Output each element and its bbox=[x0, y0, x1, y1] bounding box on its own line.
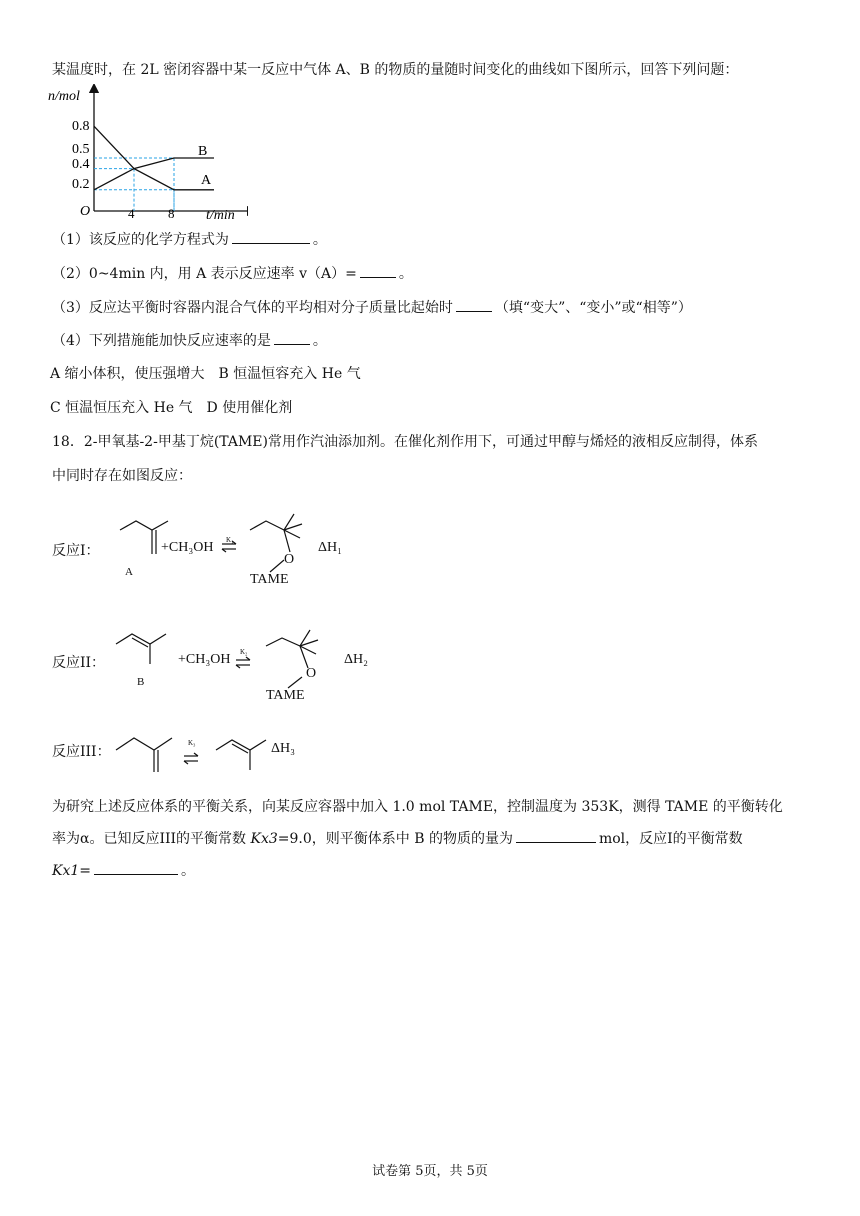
reagent-methanol: +CH₃OH bbox=[178, 652, 231, 667]
q17-options-cd: C 恒温恒压充入 He 气 D 使用催化剂 bbox=[50, 400, 293, 416]
y-tick-label: 0.2 bbox=[72, 177, 90, 192]
q18-line2: 中同时存在如图反应： bbox=[52, 468, 192, 484]
dh1-label: ΔH₁ bbox=[318, 540, 342, 555]
y-axis-label: n/mol bbox=[48, 89, 80, 104]
x-tick-label: 8 bbox=[168, 206, 175, 221]
q17-sub2: （2）0~4min 内，用 A 表示反应速率 v（A）= 。 bbox=[52, 263, 413, 284]
origin-label: O bbox=[80, 204, 91, 219]
q17-sub1: （1）该反应的化学方程式为 。 bbox=[52, 229, 327, 250]
q17-intro: 某温度时，在 2L 密闭容器中某一反应中气体 A、B 的物质的量随时间变化的曲线如下图所示，回答下列问题： bbox=[52, 62, 739, 78]
k3-label: K₃ bbox=[188, 739, 196, 747]
page-footer: 试卷第 5页，共 5页 bbox=[372, 1164, 488, 1179]
compound-b-label: B bbox=[137, 676, 145, 688]
answer-blank[interactable] bbox=[456, 297, 492, 312]
y-tick-label: 0.8 bbox=[72, 119, 90, 134]
q17-options-ab: A 缩小体积，使压强增大 B 恒温恒容充入 He 气 bbox=[50, 366, 361, 382]
q18-para-3: Kx1= 。 bbox=[52, 860, 195, 881]
tame-label: TAME bbox=[250, 572, 289, 587]
answer-blank[interactable] bbox=[274, 330, 310, 345]
reaction-3-label: 反应III： bbox=[52, 744, 111, 760]
q17-sub4: （4）下列措施能加快反应速率的是 。 bbox=[52, 330, 327, 351]
answer-blank[interactable] bbox=[232, 229, 310, 244]
compound-a-label: A bbox=[125, 566, 133, 578]
series-line-b bbox=[94, 158, 214, 190]
tame-skeleton bbox=[250, 514, 294, 530]
kx1-symbol: Kx1 bbox=[52, 863, 80, 879]
tame-skeleton bbox=[266, 630, 310, 646]
q18-line1: 18．2-甲氧基-2-甲基丁烷(TAME)常用作汽油添加剂。在催化剂作用下，可通过甲醇与烯烃的液相反应制得，体系 bbox=[52, 434, 758, 450]
reaction-1-label: 反应I： bbox=[52, 543, 100, 559]
q17-sub3: （3）反应达平衡时容器内混合气体的平均相对分子质量比起始时 （填“变大”、“变小”或“相等”） bbox=[52, 297, 692, 318]
oxygen-label: O bbox=[306, 666, 317, 681]
dh2-label: ΔH₂ bbox=[344, 652, 368, 667]
answer-blank[interactable] bbox=[360, 263, 396, 278]
tame-label: TAME bbox=[266, 688, 305, 703]
x-axis-label: t/min bbox=[206, 208, 235, 223]
q17-graph bbox=[48, 84, 248, 224]
y-tick-label: 0.5 bbox=[72, 142, 90, 157]
kx3-symbol: Kx3 bbox=[250, 831, 278, 847]
answer-blank[interactable] bbox=[516, 828, 596, 843]
curve-label-a: A bbox=[201, 173, 212, 188]
reaction-2-label: 反应II： bbox=[52, 655, 106, 671]
k1-label: K₁ bbox=[226, 536, 234, 544]
oxygen-label: O bbox=[284, 552, 295, 567]
q18-para-1: 为研究上述反应体系的平衡关系，向某反应容器中加入 1.0 mol TAME，控制温度为 353K，测得 TAME 的平衡转化 bbox=[52, 799, 783, 815]
dh3-label: ΔH₃ bbox=[271, 741, 295, 756]
reaction-3-scheme bbox=[112, 722, 292, 792]
curve-label-b: B bbox=[198, 144, 208, 159]
reagent-methanol: +CH₃OH bbox=[161, 540, 214, 555]
x-tick-label: 4 bbox=[128, 206, 135, 221]
k2-label: K₂ bbox=[240, 648, 248, 656]
q18-para-2: 率为α。已知反应III的平衡常数 Kx3=9.0，则平衡体系中 B 的物质的量为 mol，反应I的平衡常数 bbox=[52, 828, 743, 849]
molecule-a-skeleton bbox=[120, 521, 168, 530]
answer-blank[interactable] bbox=[94, 860, 178, 875]
y-tick-label: 0.4 bbox=[72, 157, 90, 172]
